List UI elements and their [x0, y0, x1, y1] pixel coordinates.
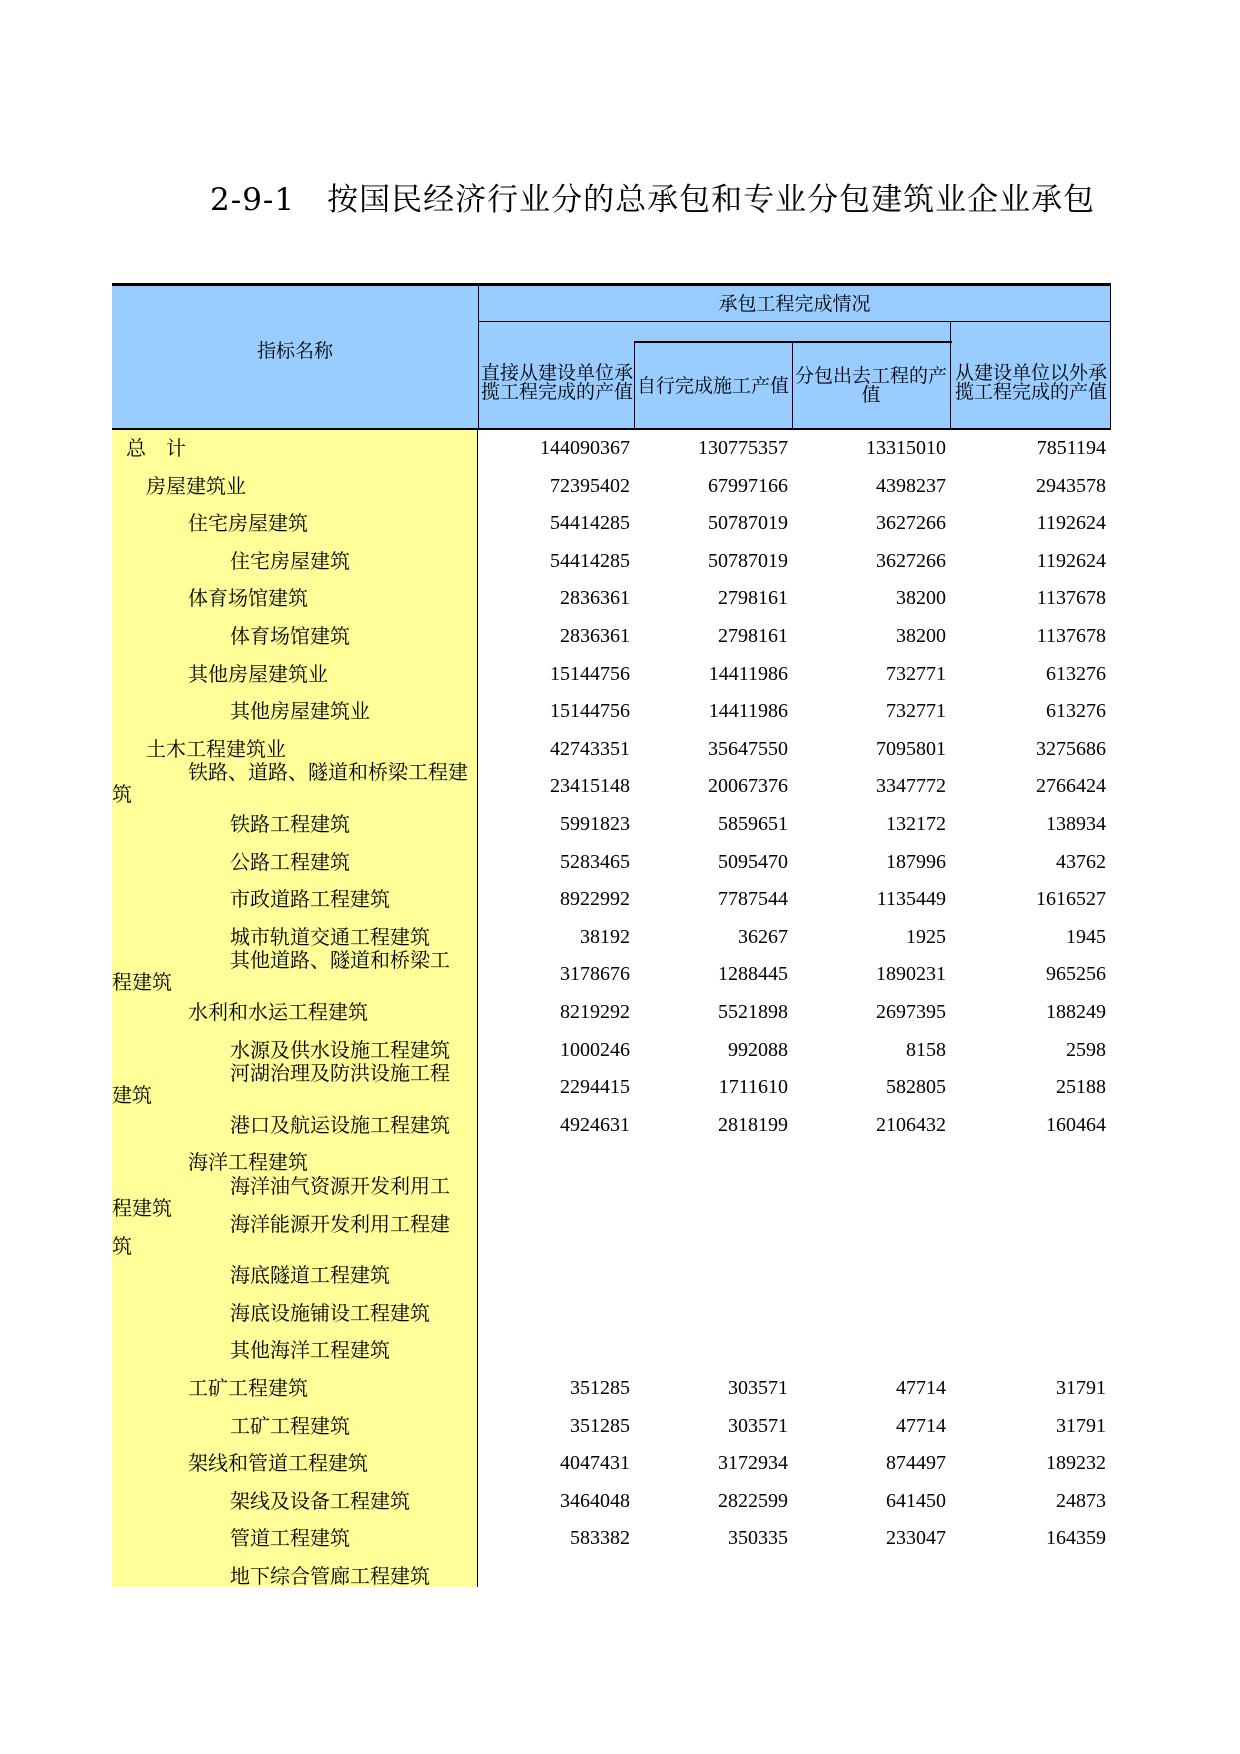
value-other-source: 1137678 — [1036, 587, 1106, 610]
table-row — [112, 806, 1111, 844]
value-self-completed — [636, 1220, 788, 1258]
value-other-source: 1137678 — [1036, 625, 1106, 647]
table-row — [112, 430, 1111, 468]
value-direct-contract: 2836361 — [560, 587, 630, 610]
value-subcontracted — [794, 1182, 946, 1220]
value-subcontracted: 732771 — [886, 700, 946, 723]
value-self-completed — [636, 1144, 788, 1182]
value-subcontracted: 233047 — [886, 1527, 946, 1550]
value-self-completed — [636, 1182, 788, 1220]
value-subcontracted: 7095801 — [876, 737, 946, 760]
value-direct-contract: 144090367 — [540, 437, 630, 459]
value-other-source: 188249 — [1046, 1001, 1106, 1023]
value-self-completed: 50787019 — [708, 549, 788, 572]
table-row — [112, 844, 1111, 882]
value-other-source: 164359 — [1046, 1527, 1106, 1550]
value-direct-contract: 72395402 — [550, 474, 630, 497]
table-row — [112, 1107, 1111, 1145]
value-subcontracted: 13315010 — [866, 437, 946, 459]
row-indicator-name: 房屋建筑业 — [146, 473, 246, 498]
value-subcontracted: 2106432 — [876, 1113, 946, 1136]
value-self-completed: 36267 — [738, 925, 788, 948]
header-divider — [478, 321, 1111, 322]
value-self-completed: 2818199 — [718, 1113, 788, 1136]
table-row — [112, 543, 1111, 581]
header-self-completed-value: 自行完成施工产值 — [636, 374, 789, 397]
value-direct-contract: 2294415 — [560, 1076, 630, 1099]
row-indicator-name: 海洋能源开发利用工程建筑 — [112, 1211, 450, 1258]
value-subcontracted: 3347772 — [876, 775, 946, 798]
table-header — [112, 286, 1111, 430]
row-indicator-name: 体育场馆建筑 — [230, 624, 350, 648]
table-row — [112, 948, 1111, 995]
value-direct-contract — [478, 1144, 630, 1182]
header-other-source-value: 从建设单位以外承揽工程完成的产值 — [954, 362, 1107, 403]
value-subcontracted: 47714 — [896, 1414, 946, 1437]
value-self-completed: 1711610 — [718, 1076, 788, 1099]
row-indicator-name: 港口及航运设施工程建筑 — [230, 1112, 450, 1137]
row-indicator-name: 海底隧道工程建筑 — [230, 1263, 390, 1288]
value-self-completed: 35647550 — [708, 737, 788, 760]
row-indicator-name: 城市轨道交通工程建筑 — [230, 924, 430, 949]
value-subcontracted: 8158 — [906, 1038, 946, 1061]
value-other-source — [952, 1182, 1106, 1220]
value-subcontracted — [794, 1332, 946, 1370]
value-self-completed — [636, 1558, 788, 1596]
value-other-source: 43762 — [1056, 850, 1106, 873]
value-direct-contract: 15144756 — [550, 700, 630, 723]
row-indicator-name: 工矿工程建筑 — [188, 1376, 308, 1400]
value-self-completed: 3172934 — [718, 1452, 788, 1475]
page-title: 2-9-1 按国民经济行业分的总承包和专业分包建筑业企业承包 — [210, 182, 1096, 218]
value-subcontracted — [794, 1220, 946, 1258]
value-direct-contract: 5991823 — [560, 813, 630, 835]
value-other-source: 1192624 — [1036, 512, 1106, 535]
value-subcontracted: 187996 — [886, 850, 946, 873]
value-direct-contract: 15144756 — [550, 662, 630, 685]
value-subcontracted: 3627266 — [876, 512, 946, 535]
value-subcontracted: 132172 — [886, 813, 946, 835]
value-other-source: 138934 — [1046, 813, 1106, 835]
value-direct-contract: 2836361 — [560, 625, 630, 647]
value-direct-contract — [478, 1220, 630, 1258]
value-direct-contract: 54414285 — [550, 549, 630, 572]
value-subcontracted: 874497 — [886, 1452, 946, 1475]
value-direct-contract: 38192 — [580, 925, 630, 948]
table-row — [112, 1211, 1111, 1258]
value-direct-contract — [478, 1332, 630, 1370]
value-subcontracted: 4398237 — [876, 474, 946, 497]
table-row — [112, 1061, 1111, 1108]
value-self-completed: 992088 — [728, 1038, 788, 1061]
value-self-completed — [636, 1295, 788, 1333]
value-direct-contract: 3178676 — [560, 963, 630, 986]
value-self-completed — [636, 1332, 788, 1370]
value-self-completed: 2822599 — [718, 1489, 788, 1512]
value-subcontracted: 641450 — [886, 1489, 946, 1512]
value-subcontracted — [794, 1295, 946, 1333]
table-row — [112, 1558, 1111, 1596]
row-indicator-name: 铁路、道路、隧道和桥梁工程建筑 — [112, 760, 468, 807]
row-indicator-name: 海洋油气资源开发利用工程建筑 — [112, 1174, 450, 1220]
value-other-source: 2943578 — [1036, 474, 1106, 497]
table-row — [112, 1370, 1111, 1408]
row-indicator-name: 架线及设备工程建筑 — [230, 1488, 410, 1513]
value-direct-contract — [478, 1182, 630, 1220]
row-indicator-name: 土木工程建筑业 — [146, 736, 286, 761]
value-other-source: 160464 — [1046, 1113, 1106, 1136]
table-row — [112, 1257, 1111, 1295]
table-row — [112, 1520, 1111, 1558]
value-other-source: 1616527 — [1036, 888, 1106, 911]
row-indicator-name: 铁路工程建筑 — [230, 812, 350, 836]
value-subcontracted: 732771 — [886, 662, 946, 685]
value-subcontracted — [794, 1144, 946, 1182]
value-direct-contract: 54414285 — [550, 512, 630, 535]
value-self-completed: 1288445 — [718, 963, 788, 986]
value-other-source — [952, 1332, 1106, 1370]
value-other-source: 24873 — [1056, 1489, 1106, 1512]
row-indicator-name: 公路工程建筑 — [230, 849, 350, 874]
value-self-completed: 5521898 — [718, 1001, 788, 1023]
header-direct-contract-value: 直接从建设单位承揽工程完成的产值 — [480, 362, 633, 403]
value-direct-contract: 3464048 — [560, 1489, 630, 1512]
value-other-source: 613276 — [1046, 700, 1106, 723]
value-other-source: 2598 — [1066, 1038, 1106, 1061]
value-self-completed: 2798161 — [718, 587, 788, 610]
table-row — [112, 760, 1111, 807]
row-indicator-name: 其他道路、隧道和桥梁工程建筑 — [112, 948, 450, 995]
header-divider — [634, 341, 635, 430]
header-divider — [1110, 286, 1111, 430]
value-other-source: 31791 — [1056, 1377, 1106, 1399]
table-row — [112, 618, 1111, 656]
row-indicator-name: 水利和水运工程建筑 — [188, 1000, 368, 1024]
value-other-source: 7851194 — [1036, 437, 1106, 459]
row-indicator-name: 住宅房屋建筑 — [188, 511, 308, 536]
value-self-completed: 5095470 — [718, 850, 788, 873]
value-other-source: 2766424 — [1036, 775, 1106, 798]
value-self-completed: 14411986 — [708, 662, 788, 685]
value-other-source — [952, 1220, 1106, 1258]
table-row — [112, 656, 1111, 694]
row-indicator-name: 地下综合管廊工程建筑 — [230, 1564, 430, 1588]
value-direct-contract: 4924631 — [560, 1113, 630, 1136]
value-direct-contract — [478, 1295, 630, 1333]
value-direct-contract: 1000246 — [560, 1038, 630, 1061]
row-indicator-name: 其他海洋工程建筑 — [230, 1338, 390, 1363]
value-self-completed: 130775357 — [698, 437, 788, 459]
header-contract-completion-group: 承包工程完成情况 — [718, 292, 871, 315]
value-direct-contract: 351285 — [570, 1414, 630, 1437]
table-row — [112, 1408, 1111, 1446]
value-other-source: 1192624 — [1036, 549, 1106, 572]
header-divider — [950, 321, 951, 430]
value-subcontracted — [794, 1257, 946, 1295]
value-subcontracted: 1135449 — [876, 888, 946, 911]
value-direct-contract: 8922992 — [560, 888, 630, 911]
value-other-source: 25188 — [1056, 1076, 1106, 1099]
value-subcontracted: 1925 — [906, 925, 946, 948]
header-divider — [634, 341, 952, 343]
value-other-source: 3275686 — [1036, 737, 1106, 760]
table-row — [112, 468, 1111, 506]
table-row — [112, 1445, 1111, 1483]
table-row — [112, 1483, 1111, 1521]
table-row — [112, 881, 1111, 919]
row-indicator-name: 总 计 — [126, 436, 186, 460]
value-self-completed: 14411986 — [708, 700, 788, 723]
table-row — [112, 1332, 1111, 1370]
value-direct-contract: 8219292 — [560, 1001, 630, 1023]
table-row — [112, 505, 1111, 543]
row-indicator-name: 海洋工程建筑 — [188, 1150, 308, 1175]
row-indicator-name: 其他房屋建筑业 — [230, 699, 370, 724]
value-subcontracted: 1890231 — [876, 963, 946, 986]
row-indicator-name: 住宅房屋建筑 — [230, 548, 350, 573]
header-indicator-name: 指标名称 — [256, 339, 333, 362]
value-self-completed: 303571 — [728, 1414, 788, 1437]
table-row — [112, 994, 1111, 1032]
value-self-completed: 20067376 — [708, 775, 788, 798]
value-other-source — [952, 1144, 1106, 1182]
value-direct-contract: 583382 — [570, 1527, 630, 1550]
value-other-source — [952, 1295, 1106, 1333]
value-other-source: 613276 — [1046, 662, 1106, 685]
row-indicator-name: 河湖治理及防洪设施工程建筑 — [112, 1061, 450, 1108]
value-self-completed: 7787544 — [718, 888, 788, 911]
value-subcontracted: 2697395 — [876, 1001, 946, 1023]
value-self-completed: 5859651 — [718, 813, 788, 835]
value-subcontracted: 582805 — [886, 1076, 946, 1099]
row-indicator-name: 工矿工程建筑 — [230, 1413, 350, 1438]
value-other-source: 189232 — [1046, 1452, 1106, 1475]
value-self-completed: 67997166 — [708, 474, 788, 497]
row-indicator-name: 其他房屋建筑业 — [188, 661, 328, 686]
row-indicator-name: 水源及供水设施工程建筑 — [230, 1037, 450, 1062]
value-other-source: 1945 — [1066, 925, 1106, 948]
header-divider — [478, 286, 479, 430]
value-subcontracted: 47714 — [896, 1377, 946, 1399]
value-subcontracted: 38200 — [896, 587, 946, 610]
value-self-completed: 50787019 — [708, 512, 788, 535]
header-subcontracted-value: 分包出去工程的产值 — [794, 365, 947, 406]
table-row — [112, 1295, 1111, 1333]
value-other-source — [952, 1257, 1106, 1295]
value-other-source: 31791 — [1056, 1414, 1106, 1437]
value-direct-contract: 5283465 — [560, 850, 630, 873]
value-self-completed: 2798161 — [718, 625, 788, 647]
row-indicator-name: 海底设施铺设工程建筑 — [230, 1300, 430, 1325]
value-self-completed — [636, 1257, 788, 1295]
row-indicator-name: 管道工程建筑 — [230, 1526, 350, 1551]
value-direct-contract: 42743351 — [550, 737, 630, 760]
value-self-completed: 303571 — [728, 1377, 788, 1399]
value-direct-contract: 4047431 — [560, 1452, 630, 1475]
value-subcontracted: 3627266 — [876, 549, 946, 572]
value-subcontracted — [794, 1558, 946, 1596]
table-row — [112, 580, 1111, 618]
value-other-source: 965256 — [1046, 963, 1106, 986]
value-direct-contract — [478, 1257, 630, 1295]
value-direct-contract: 351285 — [570, 1377, 630, 1399]
value-subcontracted: 38200 — [896, 625, 946, 647]
value-direct-contract: 23415148 — [550, 775, 630, 798]
value-other-source — [952, 1558, 1106, 1596]
row-indicator-name: 市政道路工程建筑 — [230, 887, 390, 912]
value-self-completed: 350335 — [728, 1527, 788, 1550]
table-row — [112, 693, 1111, 731]
row-indicator-name: 体育场馆建筑 — [188, 586, 308, 611]
value-direct-contract — [478, 1558, 630, 1596]
row-indicator-name: 架线和管道工程建筑 — [188, 1451, 368, 1476]
header-divider — [792, 341, 793, 430]
